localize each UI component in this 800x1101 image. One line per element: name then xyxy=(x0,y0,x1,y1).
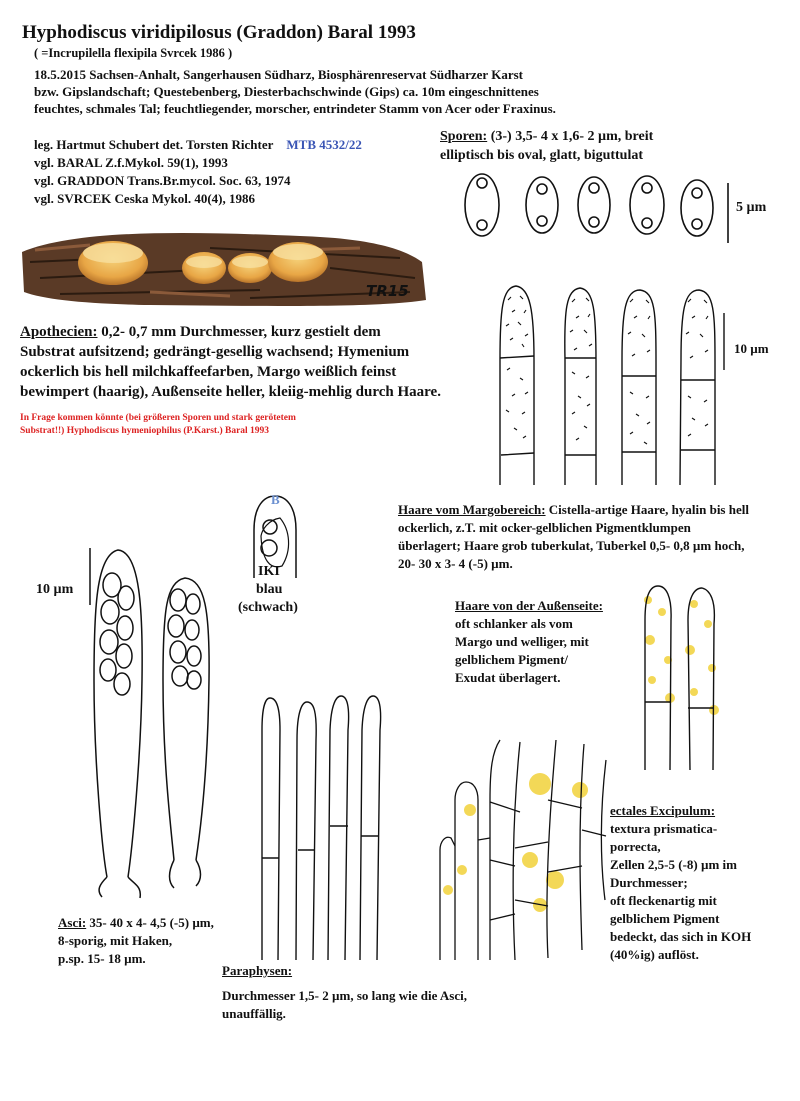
outer-hairs-line: Exudat überlagert. xyxy=(455,670,561,685)
margin-hairs-line: überlagert; Haare grob tuberkulat, Tuberkel 0,5- 0,8 µm hoch, xyxy=(398,538,745,553)
margin-hairs-line: 20- 30 x 3- 4 (-5) µm. xyxy=(398,556,513,571)
asci-heading: Asci: xyxy=(58,915,87,930)
apothecium-cup xyxy=(78,241,148,285)
margin-hairs-heading: Haare vom Margobereich: xyxy=(398,502,546,517)
spores-drawing xyxy=(465,174,728,243)
asci-line: p.sp. 15- 18 µm. xyxy=(58,951,146,966)
synonym: ( =Incrupilella flexipila Svrcek 1986 ) xyxy=(34,46,233,60)
outer-hairs-line: oft schlanker als vom xyxy=(455,616,573,631)
asci-scale-label: 10 µm xyxy=(36,582,74,597)
apothecia-text xyxy=(20,324,381,342)
artist-signature: TR15 xyxy=(366,282,409,300)
spore xyxy=(465,174,499,236)
apothecia-line: Substrat aufsitzend; gedrängt-gesellig wachsend; Hymenium xyxy=(20,344,410,360)
reference: vgl. SVRCEK Ceska Mykol. 40(4), 1986 xyxy=(34,191,256,206)
leg-det: leg. Hartmut Schubert det. Torsten Richter xyxy=(34,137,274,152)
asci-drawing xyxy=(90,548,209,898)
collector-line xyxy=(34,137,362,152)
asci-line: 35- 40 x 4- 4,5 (-5) µm, xyxy=(86,915,214,930)
paraphyses-heading: Paraphysen: xyxy=(222,963,293,978)
mtb-number: MTB 4532/22 xyxy=(286,137,362,152)
outer-hairs-heading: Haare von der Außenseite: xyxy=(455,598,603,613)
paraphyses-line: unauffällig. xyxy=(222,1006,286,1021)
excipulum-heading: ectales Excipulum: xyxy=(610,803,716,818)
excipulum-line: Zellen 2,5-5 (-8) µm im xyxy=(610,857,737,872)
locality-line: 18.5.2015 Sachsen-Anhalt, Sangerhausen Südharz, Biosphärenreservat Südharzer Karst xyxy=(34,67,523,82)
outer-hairs-line: gelblichem Pigment/ xyxy=(455,652,569,667)
margin-hairs-drawing xyxy=(500,286,724,485)
spores-heading: Sporen: xyxy=(440,129,488,144)
reference: vgl. BARAL Z.f.Mykol. 59(1), 1993 xyxy=(34,155,228,170)
spore xyxy=(578,177,610,233)
spore xyxy=(681,180,713,236)
excipulum-line: porrecta, xyxy=(610,839,661,854)
hair xyxy=(565,288,596,485)
locality-line: bzw. Gipslandschaft; Questebenberg, Diesterbachschwinde (Gips) ca. 10m eingeschnittenes xyxy=(34,84,539,99)
spores-line: (3-) 3,5- 4 x 1,6- 2 µm, breit xyxy=(487,129,654,144)
hair xyxy=(680,290,715,485)
paraphyses-drawing xyxy=(262,696,381,960)
hair xyxy=(622,290,656,485)
paraphyses-line: Durchmesser 1,5- 2 µm, so lang wie die Asci, xyxy=(222,988,467,1003)
page-title: Hyphodiscus viridipilosus (Graddon) Baral 1993 xyxy=(22,22,416,43)
note-line: Substrat!!) Hyphodiscus hymeniophilus (P.Karst.) Baral 1993 xyxy=(20,426,270,436)
reference: vgl. GRADDON Trans.Br.mycol. Soc. 63, 1974 xyxy=(34,173,291,188)
asci-text xyxy=(58,915,214,930)
spore xyxy=(526,177,558,233)
locality-line: feuchtes, schmales Tal; feuchtliegender, morscher, entrindeter Stamm von Acer oder Fraxinus. xyxy=(34,101,556,116)
apothecia-line: 0,2- 0,7 mm Durchmesser, kurz gestielt dem xyxy=(97,324,381,340)
excipulum-line: (40%ig) auflöst. xyxy=(610,947,699,962)
iki-strength: (schwach) xyxy=(238,600,298,615)
asci-line: 8-sporig, mit Haken, xyxy=(58,933,173,948)
spores-text xyxy=(440,129,653,146)
hair xyxy=(500,286,534,485)
excipulum-line: gelblichem Pigment xyxy=(610,911,720,926)
spore xyxy=(630,176,664,234)
apothecia-heading: Apothecien: xyxy=(20,324,98,340)
spore-scale-label: 5 µm xyxy=(736,200,767,215)
apothecia-line: bewimpert (haarig), Außenseite heller, kleiig-mehlig durch Haare. xyxy=(20,384,441,400)
excipulum-line: oft fleckenartig mit xyxy=(610,893,717,908)
spores-line: elliptisch bis oval, glatt, biguttulat xyxy=(440,148,644,163)
apothecium-cup xyxy=(182,252,226,284)
note-line: In Frage kommen könnte (bei größeren Sporen und stark gerötetem xyxy=(20,413,296,423)
excipulum-drawing xyxy=(440,740,606,960)
apothecia-line: ockerlich bis hell milchkaffeefarben, Margo weißlich feinst xyxy=(20,364,397,380)
iki-label: IKI xyxy=(258,564,280,579)
ascus xyxy=(94,550,142,898)
outer-hairs-drawing xyxy=(644,586,719,770)
margin-hairs-line: Cistella-artige Haare, hyalin bis hell xyxy=(545,502,749,517)
hairs-scale-label: 10 µm xyxy=(734,341,769,356)
excipulum-line: bedeckt, das sich in KOH xyxy=(610,929,752,944)
iki-reaction: blau xyxy=(256,582,283,597)
outer-hairs-line: Margo und welliger, mit xyxy=(455,634,589,649)
apothecium-cup xyxy=(268,242,328,282)
margin-hairs-text xyxy=(398,502,749,517)
apothecium-cup xyxy=(228,253,272,283)
excipulum-line: Durchmesser; xyxy=(610,875,688,890)
excipulum-line: textura prismatica- xyxy=(610,821,718,836)
ascus xyxy=(163,578,209,888)
margin-hairs-line: ockerlich, z.T. mit ocker-gelblichen Pigmentklumpen xyxy=(398,520,691,535)
iki-mark: B xyxy=(271,492,280,507)
